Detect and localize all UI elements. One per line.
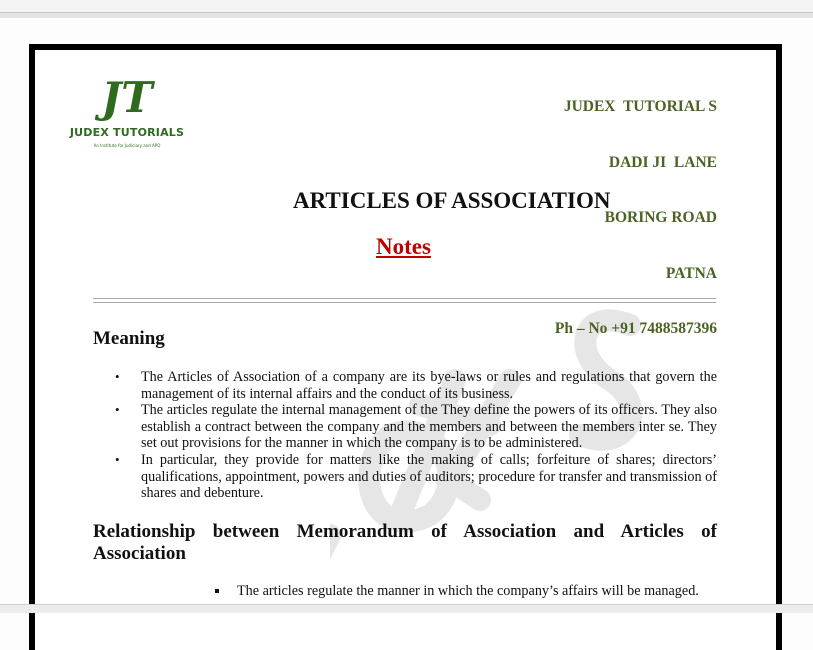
phone-line: Ph – No +91 7488587396	[554, 320, 717, 337]
address-line: BORING ROAD	[604, 209, 717, 226]
logo-mark: JT	[101, 73, 153, 122]
section-heading-relationship	[93, 521, 717, 565]
heading-line: Association	[93, 543, 186, 564]
list-item: The articles regulate the manner in which the company’s affairs will be managed.	[214, 583, 717, 600]
logo-name: JUDEX TUTORIALS	[69, 126, 185, 139]
list-item: • In particular, they provide for matters like the making of calls; forfeiture of shares; directors’ qualifications, appointment, powers and duties of auditors; procedure for transfer and transmission of shares and debenture.	[93, 452, 717, 502]
list-item: • The articles regulate the internal management of the They define the powers of its officers. They also establish a contract between the company and the members and between the members inter se. They set out provisions for the manner in which the company is to be administered.	[93, 402, 717, 452]
viewer-toolbar-shadow	[0, 13, 813, 18]
section-heading-meaning: Meaning	[93, 328, 165, 349]
logo	[62, 73, 192, 148]
relationship-bullet-list	[214, 583, 717, 600]
meaning-bullet-list	[93, 369, 717, 502]
address-line: DADI JI LANE	[608, 153, 717, 171]
document-title: ARTICLES OF ASSOCIATION	[293, 188, 611, 213]
address-line: JUDEX TUTORIAL S	[563, 98, 717, 115]
document-subtitle: Notes	[376, 234, 431, 259]
address-line: PATNA	[665, 264, 717, 282]
heading-line: Relationship between Memorandum of Association and Articles of	[93, 521, 717, 542]
horizontal-rule	[93, 298, 716, 303]
viewer-toolbar	[0, 0, 813, 13]
list-item: • The Articles of Association of a company are its bye-laws or rules and regulations that govern the management of its internal affairs and the conduct of its business.	[93, 369, 717, 402]
logo-tagline: An Institute for Judiciary and APO	[93, 143, 161, 148]
